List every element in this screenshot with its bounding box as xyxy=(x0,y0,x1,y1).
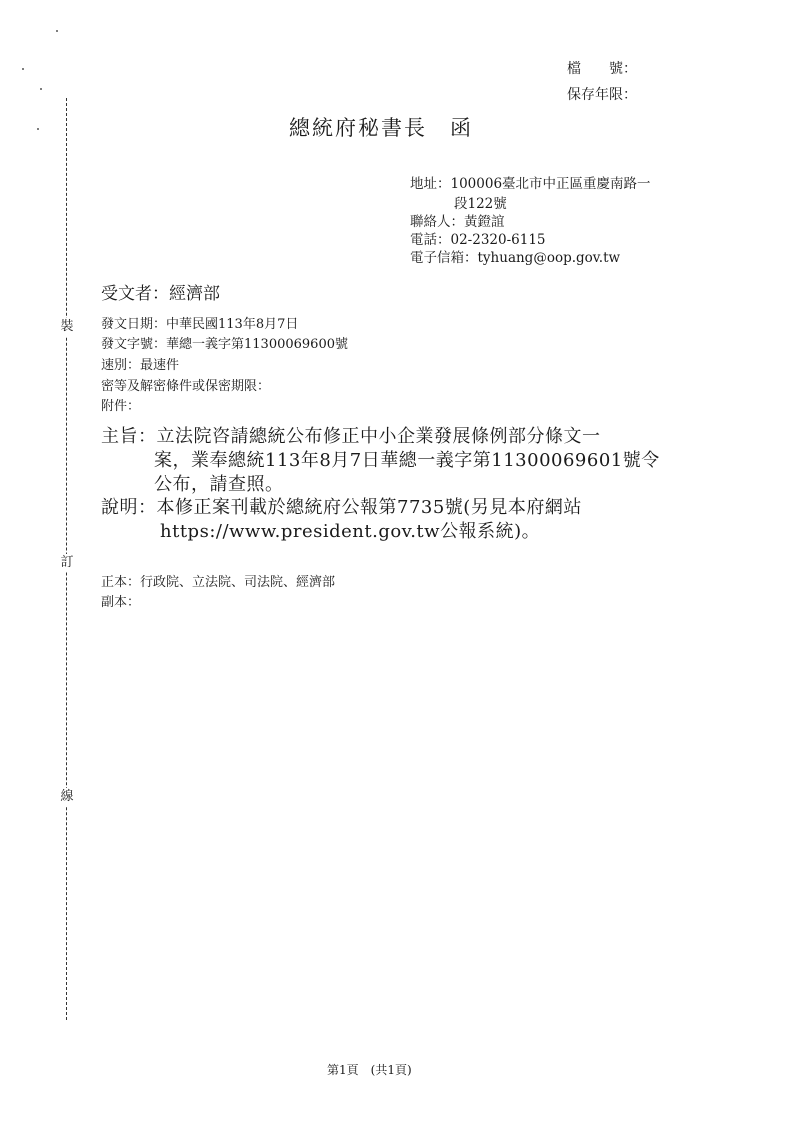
confidentiality: 密等及解密條件或保密期限： xyxy=(101,379,271,394)
scan-speck xyxy=(37,128,39,130)
scan-speck xyxy=(56,30,58,32)
binding-char-ding: 訂 xyxy=(58,554,76,572)
sender-email: 電子信箱：tyhuang@oop.gov.tw xyxy=(410,250,621,266)
sender-address-line2: 段122號 xyxy=(454,196,507,212)
document-number: 發文字號：華總一義字第11300069600號 xyxy=(101,337,348,352)
sender-address-line1: 地址：100006臺北市中正區重慶南路一 xyxy=(410,176,651,192)
sender-phone: 電話：02-2320-6115 xyxy=(410,232,546,248)
sender-contact: 聯絡人：黃鐙誼 xyxy=(410,214,505,230)
main-copy-recipients: 正本：行政院、立法院、司法院、經濟部 xyxy=(101,575,336,590)
retention-label: 保存年限： xyxy=(567,87,637,103)
subject-line2: 案，業奉總統113年8月7日華總一義字第11300069601號令 xyxy=(154,450,660,471)
binding-char-xian: 線 xyxy=(58,788,76,806)
explanation-line2: https://www.president.gov.tw公報系統)。 xyxy=(160,521,541,542)
subject-line1: 主旨：立法院咨請總統公布修正中小企業發展條例部分條文一 xyxy=(101,426,601,447)
scan-speck xyxy=(40,88,42,90)
cc-recipients: 副本： xyxy=(101,595,141,610)
explanation-line1: 說明：本修正案刊載於總統府公報第7735號(另見本府網站 xyxy=(101,497,582,518)
subject-line3: 公布，請查照。 xyxy=(154,474,284,495)
speed-class: 速別：最速件 xyxy=(101,358,180,373)
page-number: 第1頁 (共1頁) xyxy=(327,1063,412,1077)
file-number-label: 檔 號： xyxy=(567,61,637,77)
scan-speck xyxy=(22,68,24,70)
document-title: 總統府秘書長 函 xyxy=(289,116,473,140)
recipient: 受文者：經濟部 xyxy=(101,284,220,304)
attachments: 附件： xyxy=(101,399,141,414)
issue-date: 發文日期：中華民國113年8月7日 xyxy=(101,317,299,332)
binding-char-zhuang: 裝 xyxy=(58,318,76,336)
